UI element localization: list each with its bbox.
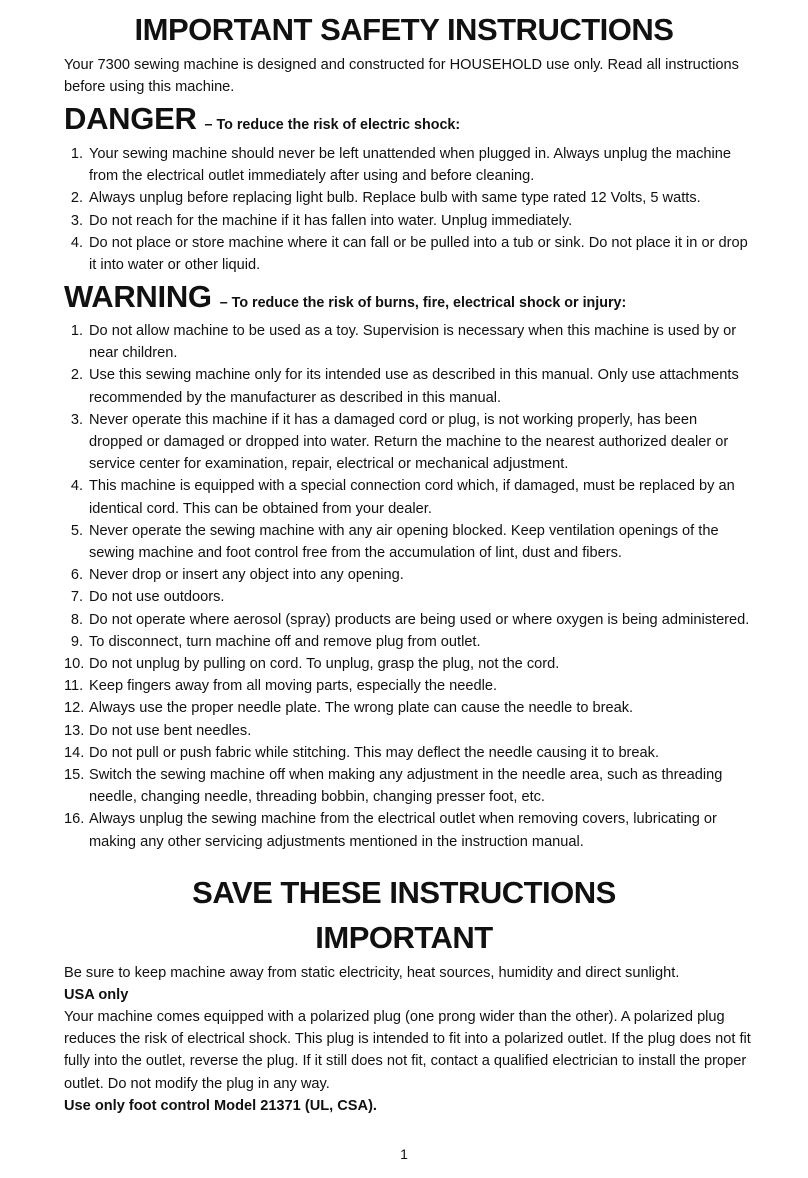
- warning-label: WARNING: [64, 279, 212, 314]
- warning-item: [64, 364, 754, 408]
- warning-item-number: 5.: [70, 522, 83, 539]
- danger-item: [64, 143, 754, 187]
- danger-item-text: Always unplug before replacing light bulb. Replace bulb with same type rated 12 Volts, 5 watts.: [89, 190, 701, 207]
- warning-item-number: 13.: [64, 722, 85, 739]
- warning-item-text: Do not use outdoors.: [89, 589, 225, 606]
- warning-item-number: 11.: [64, 678, 84, 695]
- save-instructions-heading: SAVE THESE INSTRUCTIONS: [192, 875, 616, 910]
- warning-item-number: 4.: [70, 478, 83, 495]
- warning-item-number: 8.: [70, 611, 83, 628]
- warning-item: [64, 653, 754, 675]
- warning-item-number: 6.: [70, 567, 83, 584]
- danger-item: [64, 210, 754, 232]
- warning-item: [64, 697, 754, 719]
- warning-subheading: – To reduce the risk of burns, fire, electrical shock or injury:: [219, 295, 627, 311]
- warning-item: [64, 520, 754, 564]
- warning-item-text: Never drop or insert any object into any opening.: [89, 567, 404, 584]
- warning-item-text: Keep fingers away from all moving parts, especially the needle.: [89, 678, 498, 695]
- intro-paragraph: Your 7300 sewing machine is designed and constructed for HOUSEHOLD use only. Read all instructions before using this machine.: [64, 57, 739, 96]
- foot-control-note: Use only foot control Model 21371 (UL, CSA).: [64, 1098, 377, 1114]
- warning-item: [64, 586, 754, 608]
- danger-item-text: Your sewing machine should never be left unattended when plugged in. Always unplug the machine from the electrical outlet immediately after using and before cleaning.: [89, 146, 732, 185]
- danger-item: [64, 187, 754, 209]
- warning-item-number: 10.: [64, 656, 85, 673]
- warning-item-text: Do not operate where aerosol (spray) products are being used or where oxygen is being administered.: [89, 611, 750, 628]
- danger-item-text: Do not place or store machine where it can fall or be pulled into a tub or sink. Do not place it in or drop it into water or other liquid.: [89, 234, 748, 274]
- warning-item: [64, 720, 754, 742]
- page-title: IMPORTANT SAFETY INSTRUCTIONS: [134, 12, 674, 47]
- danger-item-text: Do not reach for the machine if it has fallen into water. Unplug immediately.: [89, 212, 573, 229]
- warning-item-text: To disconnect, turn machine off and remove plug from outlet.: [89, 633, 481, 650]
- danger-subheading: – To reduce the risk of electric shock:: [204, 117, 461, 133]
- warning-item-text: Always unplug the sewing machine from the electrical outlet when removing covers, lubricating or making any other servicing adjustments mentioned in the instruction manual.: [89, 811, 717, 850]
- warning-item: [64, 631, 754, 653]
- warning-item: [64, 609, 754, 631]
- warning-item: [64, 320, 754, 364]
- danger-item-number: 2.: [70, 190, 83, 207]
- warning-item-text: Never operate this machine if it has a damaged cord or plug, is not working properly, has been dropped or damaged or dropped into water. Return the machine to the nearest authorized dealer or service center for examination, repair, electrical or mechanical adjustment.: [89, 411, 729, 473]
- warning-list: [64, 320, 754, 853]
- polarized-plug-paragraph: Your machine comes equipped with a polarized plug (one prong wider than the other). A polarized plug reduces the risk of electrical shock. This plug is intended to fit into a polarized outlet. If the plug does not fit fully into the outlet, reverse the plug. If it still does not fit, contact a qualified electrician to install the proper outlet. Do not modify the plug in any way.: [64, 1009, 751, 1092]
- warning-item-number: 16.: [64, 811, 85, 828]
- danger-item-number: 1.: [70, 146, 83, 162]
- warning-item-number: 7.: [70, 589, 83, 606]
- page-number: 1: [400, 1146, 408, 1162]
- warning-item-number: 3.: [70, 411, 83, 428]
- warning-item-text: Never operate the sewing machine with any air opening blocked. Keep ventilation openings of the sewing machine and foot control free from the accumulation of lint, dust and fibers.: [89, 522, 719, 562]
- warning-item-text: Do not pull or push fabric while stitching. This may deflect the needle causing it to break.: [89, 744, 660, 761]
- danger-heading: [64, 101, 460, 137]
- warning-item: [64, 675, 754, 697]
- danger-item-number: 3.: [70, 212, 83, 229]
- important-paragraph: Be sure to keep machine away from static electricity, heat sources, humidity and direct sunlight.: [64, 965, 680, 981]
- warning-item: [64, 808, 754, 852]
- warning-item-text: Do not allow machine to be used as a toy. Supervision is necessary when this machine is used by or near children.: [89, 323, 737, 362]
- warning-item-number: 12.: [64, 700, 85, 717]
- usa-only-heading: USA only: [64, 987, 129, 1003]
- warning-item-number: 9.: [70, 633, 83, 650]
- warning-item-text: Do not use bent needles.: [89, 722, 252, 739]
- warning-item-number: 15.: [64, 767, 85, 784]
- warning-item-number: 2.: [70, 367, 83, 384]
- warning-item-text: Always use the proper needle plate. The wrong plate can cause the needle to break.: [89, 700, 634, 717]
- warning-item: [64, 742, 754, 764]
- warning-item-text: Do not unplug by pulling on cord. To unplug, grasp the plug, not the cord.: [89, 656, 560, 673]
- warning-item: [64, 475, 754, 519]
- warning-item-number: 1.: [70, 323, 83, 339]
- warning-item-text: This machine is equipped with a special connection cord which, if damaged, must be replaced by an identical cord. This can be obtained from your dealer.: [89, 478, 735, 517]
- danger-list: [64, 143, 754, 276]
- warning-item: [64, 409, 754, 476]
- danger-label: DANGER: [64, 101, 197, 136]
- warning-item-text: Switch the sewing machine off when making any adjustment in the needle area, such as threading needle, changing needle, threading bobbin, changing presser foot, etc.: [89, 767, 723, 806]
- warning-item: [64, 564, 754, 586]
- danger-item-number: 4.: [70, 234, 83, 251]
- important-heading: IMPORTANT: [315, 920, 493, 955]
- warning-item-number: 14.: [64, 744, 85, 761]
- danger-item: [64, 232, 754, 276]
- warning-item: [64, 764, 754, 808]
- warning-heading: [64, 279, 626, 315]
- warning-item-text: Use this sewing machine only for its intended use as described in this manual. Only use attachments recommended by the manufacturer as described in this manual.: [89, 367, 739, 406]
